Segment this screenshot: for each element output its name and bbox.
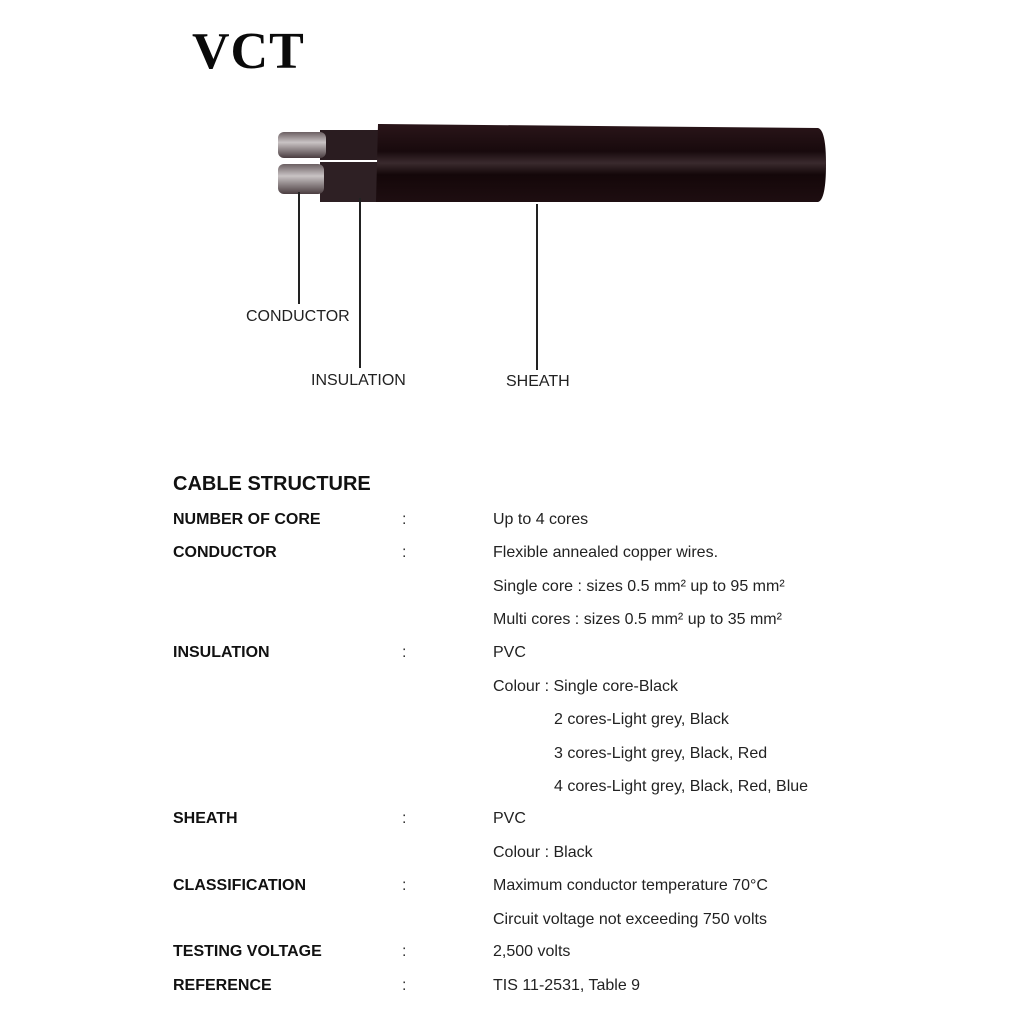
spec-value: Flexible annealed copper wires. (493, 544, 719, 561)
spec-row-conductor-cont (0, 611, 1024, 635)
conductor-label: CONDUCTOR (246, 308, 350, 325)
spec-row-number-of-core (0, 511, 1024, 535)
spec-value: 2,500 volts (493, 943, 571, 960)
spec-value: PVC (493, 644, 526, 661)
conductor-leader-line (298, 192, 300, 304)
spec-row-reference (0, 977, 1024, 1001)
spec-separator: : (402, 977, 407, 994)
spec-separator: : (402, 544, 407, 561)
spec-value: 2 cores-Light grey, Black (554, 711, 729, 728)
spec-key: INSULATION (173, 644, 270, 661)
spec-row-insulation-cont (0, 711, 1024, 735)
spec-key: NUMBER OF CORE (173, 511, 321, 528)
spec-separator: : (402, 511, 407, 528)
spec-key: CONDUCTOR (173, 544, 277, 561)
spec-row-conductor-cont (0, 578, 1024, 602)
spec-key: CLASSIFICATION (173, 877, 307, 894)
spec-value: Maximum conductor temperature 70°C (493, 877, 768, 894)
spec-row-classification (0, 877, 1024, 901)
sheath-leader-line (536, 204, 538, 370)
cable-illustration (270, 118, 830, 214)
spec-value: PVC (493, 810, 526, 827)
spec-row-insulation-cont (0, 778, 1024, 802)
spec-separator: : (402, 810, 407, 827)
insulation-label: INSULATION (311, 372, 406, 389)
spec-row-insulation-cont (0, 745, 1024, 769)
spec-value: Single core : sizes 0.5 mm² up to 95 mm² (493, 578, 785, 595)
spec-key: TESTING VOLTAGE (173, 943, 322, 960)
section-heading: CABLE STRUCTURE (173, 473, 371, 495)
spec-value: Circuit voltage not exceeding 750 volts (493, 911, 767, 928)
document-title: VCT (192, 23, 305, 80)
sheath-label: SHEATH (506, 373, 570, 390)
spec-row-sheath (0, 810, 1024, 834)
spec-row-classification-cont (0, 911, 1024, 935)
spec-row-insulation (0, 644, 1024, 668)
conductor-strand-bottom (278, 164, 324, 194)
spec-value: Up to 4 cores (493, 511, 589, 528)
spec-row-sheath-cont (0, 844, 1024, 868)
spec-separator: : (402, 644, 407, 661)
sheath (376, 124, 826, 202)
insulation-leader-line (359, 198, 361, 368)
spec-value: Multi cores : sizes 0.5 mm² up to 35 mm² (493, 611, 782, 628)
spec-row-testing-voltage (0, 943, 1024, 967)
spec-separator: : (402, 943, 407, 960)
spec-value: TIS 11-2531, Table 9 (493, 977, 641, 994)
spec-row-insulation-cont (0, 678, 1024, 702)
spec-separator: : (402, 877, 407, 894)
spec-key: SHEATH (173, 810, 238, 827)
spec-key: REFERENCE (173, 977, 272, 994)
spec-value: 4 cores-Light grey, Black, Red, Blue (554, 778, 809, 795)
spec-value: Colour : Black (493, 844, 593, 861)
spec-value: Colour : Single core-Black (493, 678, 678, 695)
spec-value: 3 cores-Light grey, Black, Red (554, 745, 768, 762)
spec-row-conductor (0, 544, 1024, 568)
conductor-strand-top (278, 132, 326, 158)
